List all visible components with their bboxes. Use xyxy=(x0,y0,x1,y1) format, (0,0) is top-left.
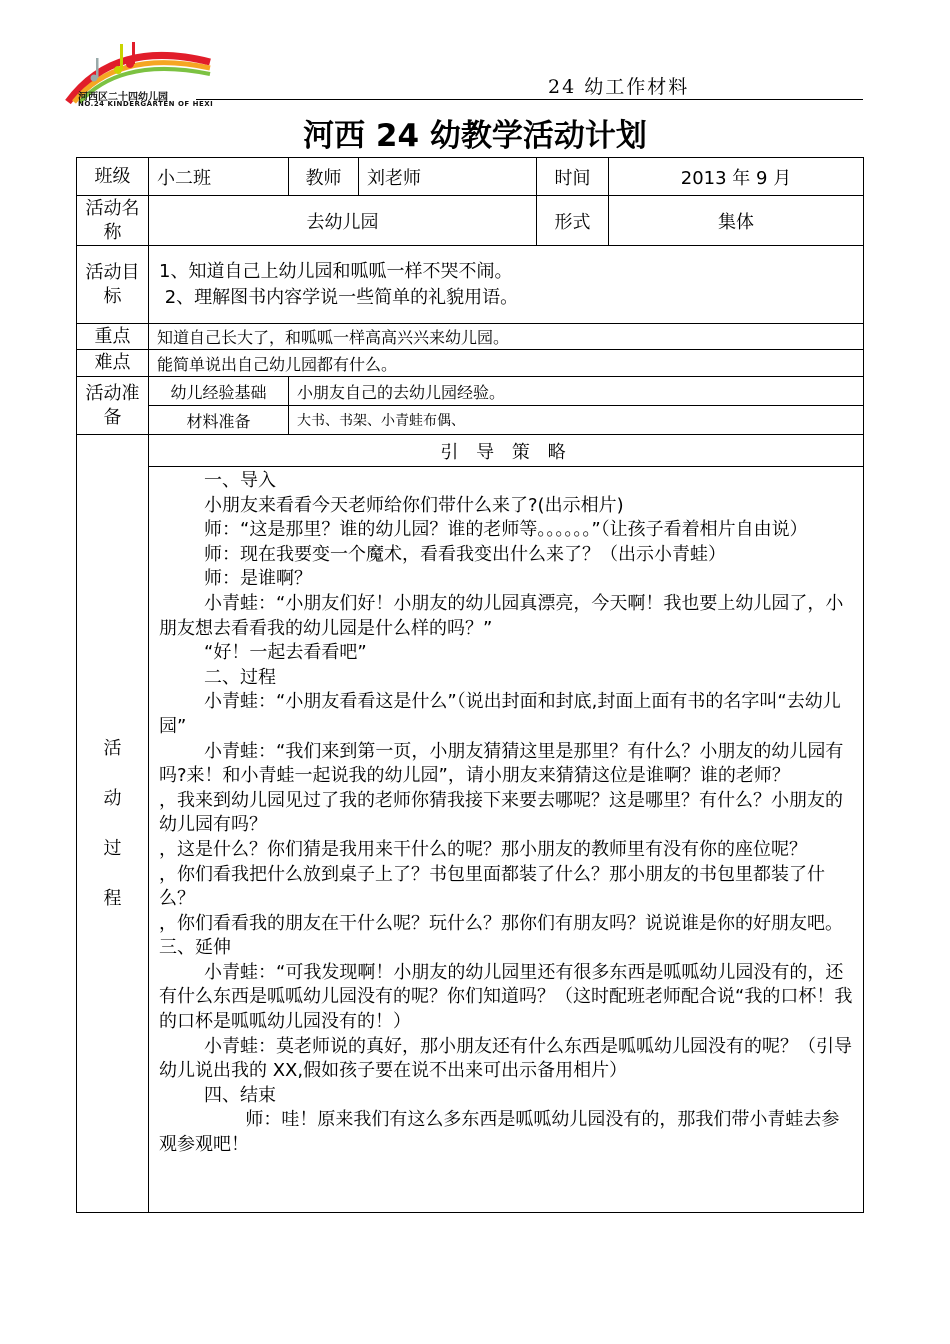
process-label xyxy=(77,435,149,1213)
goals-label: 活动目标 xyxy=(77,246,149,324)
prep-exp-row xyxy=(77,377,864,406)
goals-row xyxy=(77,246,864,324)
form-label: 形式 xyxy=(537,196,609,246)
activity-name-value: 去幼儿园 xyxy=(149,196,537,246)
process-paragraph: ，这是什么？你们猜是我用来干什么的呢？那小朋友的教师里有没有你的座位呢？ xyxy=(159,838,807,860)
class-value: 小二班 xyxy=(149,158,289,196)
prep-mat-label: 材料准备 xyxy=(149,406,289,435)
goal-item: 2、理解图书内容学说一些简单的礼貌用语。 xyxy=(159,286,519,308)
goals-list xyxy=(149,246,864,324)
process-paragraph: 二、过程 xyxy=(204,666,276,688)
process-paragraph: 师：现在我要变一个魔术，看看我变出什么来了？（出示小青蛙） xyxy=(204,543,726,565)
process-paragraph: 小青蛙：“小朋友们好！小朋友的幼儿园真漂亮，今天啊！我也要上幼儿园了，小朋友想去看看我的幼儿园是什么样的吗？” xyxy=(159,592,844,639)
process-paragraph: 小朋友来看看今天老师给你们带什么来了?(出示相片) xyxy=(204,494,624,516)
prep-mat-row xyxy=(77,406,864,435)
header-caption: 24 幼工作材料 xyxy=(548,76,690,98)
prep-exp-value: 小朋友自己的去幼儿园经验。 xyxy=(289,377,864,406)
logo-name-cn: 河西区二十四幼儿园 xyxy=(78,92,168,103)
strategy-heading: 引 导 策 略 xyxy=(149,435,864,467)
difficulty-row xyxy=(77,350,864,377)
document-title: 河西 24 幼教学活动计划 xyxy=(303,118,647,154)
process-paragraph: “好！一起去看看吧” xyxy=(204,642,367,664)
time-label: 时间 xyxy=(537,158,609,196)
process-paragraph: 师：“这是那里？谁的幼儿园？谁的老师等。。。。。。”（让孩子看着相片自由说） xyxy=(204,519,808,541)
key-value: 知道自己长大了，和呱呱一样高高兴兴来幼儿园。 xyxy=(149,324,864,350)
activity-plan-table xyxy=(76,157,864,1213)
activity-name-label: 活动名称 xyxy=(77,196,149,246)
process-label-char: 过 xyxy=(103,837,122,859)
time-value: 2013 年 9 月 xyxy=(609,158,864,196)
logo-name-en: NO.24 KINDERGARTEN OF HEXI xyxy=(78,100,214,108)
prep-label: 活动准备 xyxy=(77,377,149,435)
teacher-label: 教师 xyxy=(289,158,359,196)
form-value: 集体 xyxy=(609,196,864,246)
header-rule xyxy=(196,99,863,100)
process-label-char: 动 xyxy=(103,787,122,809)
process-paragraph: ，我来到幼儿园见过了我的老师你猜我接下来要去哪呢？这是哪里？有什么？小朋友的幼儿园有吗？ xyxy=(159,789,843,836)
difficulty-label: 难点 xyxy=(77,350,149,377)
process-paragraph: 三、延伸 xyxy=(159,937,231,959)
process-paragraph: 四、结束 xyxy=(204,1084,276,1106)
key-row xyxy=(77,324,864,350)
class-label: 班级 xyxy=(77,158,149,196)
process-paragraph: ，你们看看我的朋友在干什么呢？玩什么？那你们有朋友吗？说说谁是你的好朋友吧。 xyxy=(159,912,843,934)
prep-exp-label: 幼儿经验基础 xyxy=(149,377,289,406)
process-label-char: 程 xyxy=(103,887,122,909)
goal-item: 1、知道自己上幼儿园和呱呱一样不哭不闹。 xyxy=(159,260,513,282)
process-paragraph: 小青蛙：“可我发现啊！小朋友的幼儿园里还有很多东西是呱呱幼儿园没有的，还有什么东西是呱呱幼儿园没有的呢？你们知道吗？（这时配班老师配合说“我的口杯！我的口杯是呱呱幼儿园没有的！） xyxy=(159,961,853,1033)
process-content xyxy=(149,467,864,1213)
key-label: 重点 xyxy=(77,324,149,350)
process-paragraph: 小青蛙：“小朋友看看这是什么”（说出封面和封底,封面上面有书的名字叫“去幼儿园” xyxy=(159,691,841,737)
teacher-value: 刘老师 xyxy=(359,158,537,196)
prep-mat-value: 大书、书架、小青蛙布偶、 xyxy=(289,406,864,435)
info-row xyxy=(77,158,864,196)
process-paragraph: 师：是谁啊？ xyxy=(204,568,312,590)
process-paragraph: 师：哇！原来我们有这么多东西是呱呱幼儿园没有的，那我们带小青蛙去参观参观吧！ xyxy=(159,1109,840,1156)
process-paragraph: ，你们看我把什么放到桌子上了？书包里面都装了什么？那小朋友的书包里都装了什么？ xyxy=(159,863,825,910)
difficulty-value: 能简单说出自己幼儿园都有什么。 xyxy=(149,350,864,377)
strategy-head-row xyxy=(77,435,864,467)
process-paragraph: 一、导入 xyxy=(204,470,276,491)
process-label-char: 活 xyxy=(103,737,122,759)
process-paragraph: 小青蛙：莫老师说的真好，那小朋友还有什么东西是呱呱幼儿园没有的呢？（引导幼儿说出我的 XX,假如孩子要在说不出来可出示备用相片） xyxy=(159,1035,852,1082)
process-paragraph: 小青蛙：“我们来到第一页，小朋友猜猜这里是那里？有什么？小朋友的幼儿园有吗?来！和小青蛙一起说我的幼儿园”，请小朋友来猜猜这位是谁啊？谁的老师？ xyxy=(159,740,844,787)
activity-name-row xyxy=(77,196,864,246)
process-content-row xyxy=(77,467,864,1213)
